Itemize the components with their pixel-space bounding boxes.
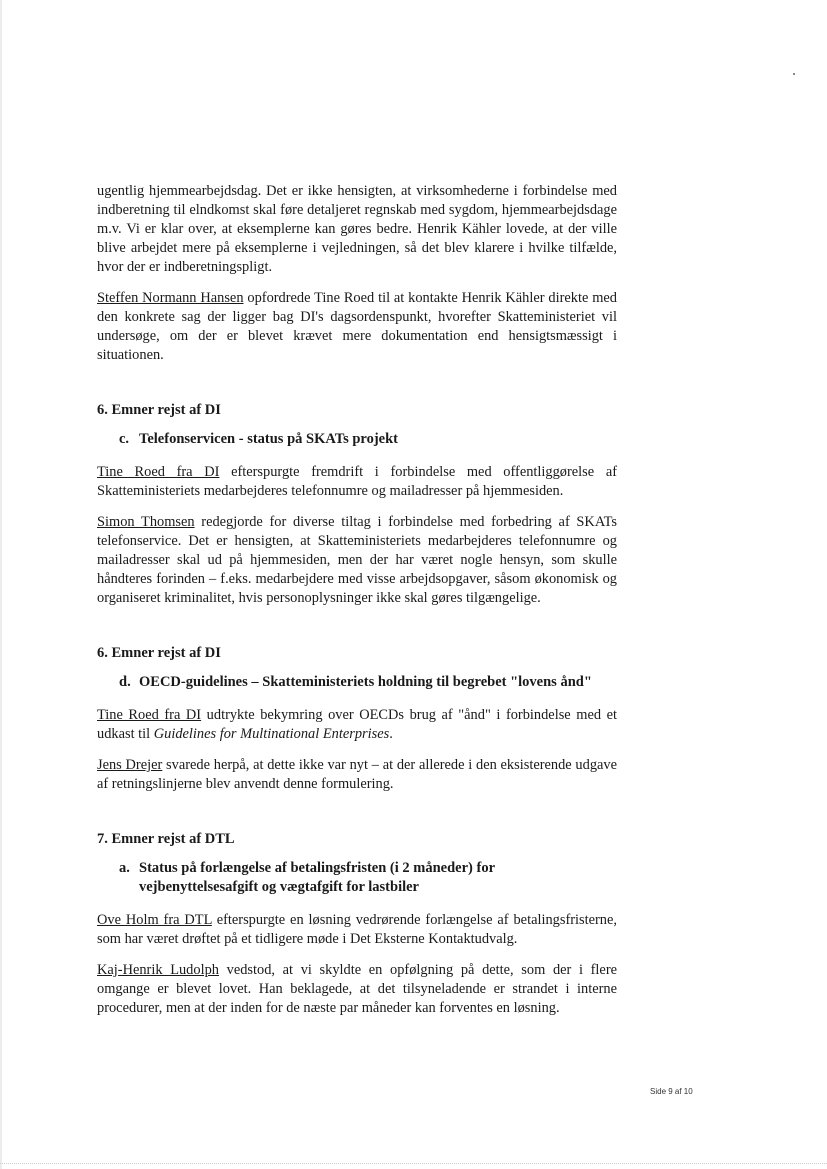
subsection-title-text: OECD-guidelines – Skatteministeriets holdning til begrebet "lovens ånd" (139, 674, 592, 690)
paragraph-tine-roed-d (97, 706, 617, 744)
subsection-letter: a. (119, 860, 130, 876)
paragraph-ove-holm (97, 911, 617, 949)
paragraph-text: svarede herpå, at dette ikke var nyt – at der allerede i den eksisterende udgave af retningslinjerne blev anvendt denne formulering. (97, 757, 617, 792)
section-heading-6d: 6. Emner rejst af DI (97, 645, 221, 661)
subsection-title-text: Status på forlængelse af betalingsfristen (i 2 måneder) for vejbenyttelsesafgift og vægtafgift for lastbiler (139, 860, 495, 895)
paragraph-text: vedstod, at vi skyldte en opfølgning på dette, som der i flere omgange er blevet lovet. Han beklagede, at det tilsyneladende er strandet i interne procedurer, men at der inden for de næste par måneder kan forventes en løsning. (97, 962, 617, 1016)
page-content (97, 182, 617, 1018)
speaker-name: Steffen Normann Hansen (97, 290, 244, 306)
speaker-name: Ove Holm fra DTL (97, 912, 212, 928)
publication-title: Guidelines for Multinational Enterprises (153, 726, 390, 742)
subsection-title-c (97, 430, 617, 449)
subsection-title-d (97, 673, 617, 692)
paragraph-text: redegjorde for diverse tiltag i forbindelse med forbedring af SKATs telefonservice. Det er hensigten, at Skatteministeriets medarbejderes telefonnumre og mailadresser skal ud på hjemmesiden, men der har været nogle hensyn, som skulle håndteres forinden – f.eks. medarbejdere med visse arbejdsopgaver, såsom økonomisk og organiseret kriminalitet, hvis personoplysninger ikke skal gøres tilgængelige. (97, 514, 618, 606)
speaker-name: Jens Drejer (97, 757, 163, 773)
speaker-name: Simon Thomsen (97, 514, 195, 530)
paragraph-steffen (97, 289, 617, 365)
subsection-title-7a (97, 859, 617, 897)
paragraph-end: . (389, 726, 393, 742)
page-number: Side 9 af 10 (650, 1087, 693, 1096)
paragraph-tine-roed-c (97, 463, 617, 501)
subsection-letter: d. (119, 674, 131, 690)
paragraph-text: opfordrede Tine Roed til at kontakte Henrik Kähler direkte med den konkrete sag der ligger bag DI's dagsordenspunkt, hvorefter Skatteministeriet vil undersøge, om der er blevet krævet mere dokumentation end hensigtsmæssigt i situationen. (97, 290, 617, 363)
section-heading-6c: 6. Emner rejst af DI (97, 402, 221, 418)
subsection-letter: c. (119, 431, 130, 447)
paragraph-kaj-henrik (97, 961, 617, 1018)
speaker-name: Kaj-Henrik Ludolph (97, 962, 219, 978)
speaker-name: Tine Roed fra DI (97, 464, 220, 480)
paragraph-continuation: ugentlig hjemmearbejdsdag. Det er ikke hensigten, at virksomhederne i forbindelse med indberetning til elndkomst skal føre detaljeret regnskab med sygdom, hjemmearbejdsdage m.v. Vi er klar over, at eksemplerne kan gøres bedre. Henrik Kähler lovede, at der ville blive arbejdet mere på eksemplerne i vejledningen, så det blev klarere i hvilke tilfælde, hvor der er indberetningspligt. (97, 183, 617, 275)
paragraph-text: efterspurgte fremdrift i forbindelse med offentliggørelse af Skatteministeriets medarbejderes telefonnumre og mailadresser på hjemmesiden. (97, 464, 618, 499)
speaker-name: Tine Roed fra DI (97, 707, 202, 723)
paragraph-simon-thomsen (97, 513, 617, 608)
paragraph-jens-drejer (97, 756, 617, 794)
scan-bottom-edge (0, 1163, 827, 1165)
paragraph-text: efterspurgte en løsning vedrørende forlængelse af betalingsfristerne, som har været drøftet på et tidligere møde i Det Eksterne Kontaktudvalg. (97, 912, 617, 947)
scan-speck (793, 73, 795, 75)
section-heading-7a: 7. Emner rejst af DTL (97, 831, 235, 847)
paragraph-text: udtrykte bekymring over OECDs brug af "ånd" i forbindelse med et udkast til (97, 707, 617, 742)
subsection-title-text: Telefonservicen - status på SKATs projekt (139, 431, 399, 447)
scan-edge (0, 0, 2, 1169)
